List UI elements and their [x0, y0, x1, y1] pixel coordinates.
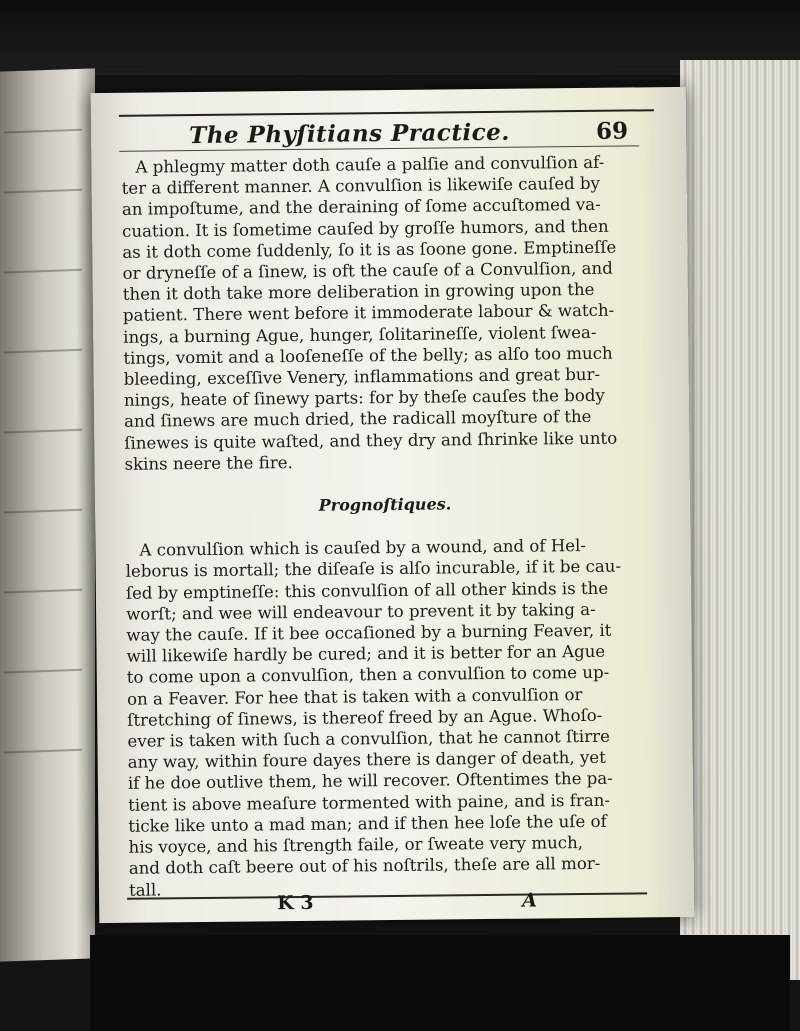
text-line: worſt; and wee will endeavour to prevent it by taking a-	[126, 599, 596, 624]
section-heading-prognostiques: Prognoſtiques.	[318, 494, 452, 515]
catchword: A	[522, 889, 538, 912]
text-line: nings, heate of ſinewy parts: for by theſe cauſes the body	[123, 386, 605, 411]
text-line: his voyce, and his ſtrength faile, or ſweate very much,	[128, 833, 584, 857]
text-line: to come upon a convulſion, then a convulſion to come up-	[126, 663, 610, 688]
text-line: leborus is mortall; the diſeaſe is alſo incurable, if it be cau-	[125, 557, 622, 582]
text-line: A convulſion which is cauſed by a wound, and of Hel-	[139, 536, 587, 560]
text-line: patient. There went before it immoderate labour & watch-	[122, 301, 615, 326]
text-line: ter a different manner. A convulſion is likewiſe cauſed by	[121, 174, 601, 199]
text-line: as it doth come ſuddenly, ſo it is as ſoone gone. Emptineſſe	[122, 237, 617, 262]
text-line: tall.	[128, 879, 162, 900]
text-line: or dryneſſe of a ſinew, is oft the cauſe of a Convulſion, and	[122, 258, 613, 283]
text-line: ings, a burning Ague, hunger, ſolitarineſſe, violent ſwea-	[123, 322, 597, 347]
scanner-shadow-bottom	[90, 935, 790, 1031]
text-line: ſtretching of ſinews, is thereof freed by an Ague. Whoſo-	[127, 705, 603, 730]
page-number: 69	[595, 117, 629, 145]
text-line: ever is taken with ſuch a convulſion, that he cannot ſtirre	[127, 726, 610, 751]
text-line: on a Feaver. For hee that is taken with a convulſion or	[126, 684, 583, 709]
text-line: and ſinews are much dried, the radicall moyſture of the	[124, 407, 592, 432]
text-line: bleeding, exceſſive Venery, inflammations and great bur-	[123, 364, 601, 389]
text-block	[121, 151, 649, 900]
text-line: skins neere the fire.	[124, 452, 293, 474]
top-rule	[119, 109, 654, 117]
text-line: way the cauſe. If it bee occaſioned by a burning Feaver, it	[126, 620, 612, 645]
paragraph-prognostiques	[125, 535, 649, 901]
text-line: ticke like unto a mad man; and if then hee loſe the uſe of	[128, 811, 607, 836]
text-line: tings, vomit and a looſeneſſe of the belly; as alſo too much	[123, 343, 613, 368]
signature-mark: K 3	[277, 891, 314, 915]
text-line: tient is above meaſure tormented with paine, and is fran-	[128, 790, 611, 815]
text-line: will likewiſe hardly be cured; and it is better for an Ague	[126, 642, 606, 667]
text-line: ſed by emptineſſe: this convulſion of all other kinds is the	[125, 578, 609, 603]
text-line: then it doth take more deliberation in growing upon the	[122, 280, 595, 305]
book-page	[91, 87, 695, 923]
next-pages-edge	[680, 60, 800, 980]
text-line: cuation. It is ſometime cauſed by groſſe humors, and then	[122, 216, 609, 241]
text-line: if he doe outlive them, he will recover. Oftentimes the pa-	[127, 769, 613, 794]
running-head: The Phyſitians Practice.	[188, 118, 511, 150]
text-line: and doth caſt beere out of his noſtrils, theſe are all mor-	[128, 854, 601, 879]
text-line: A phlegmy matter doth cauſe a palſie and convulſion af-	[135, 152, 605, 177]
text-line: ſinewes is quite waſted, and they dry and ſhrinke like unto	[124, 428, 618, 453]
paragraph-causes	[121, 151, 644, 474]
text-line: an impoſtume, and the deraining of ſome accuſtomed va-	[121, 195, 601, 220]
previous-page-edge	[0, 68, 95, 961]
text-line: any way, within foure dayes there is danger of death, yet	[127, 748, 606, 773]
